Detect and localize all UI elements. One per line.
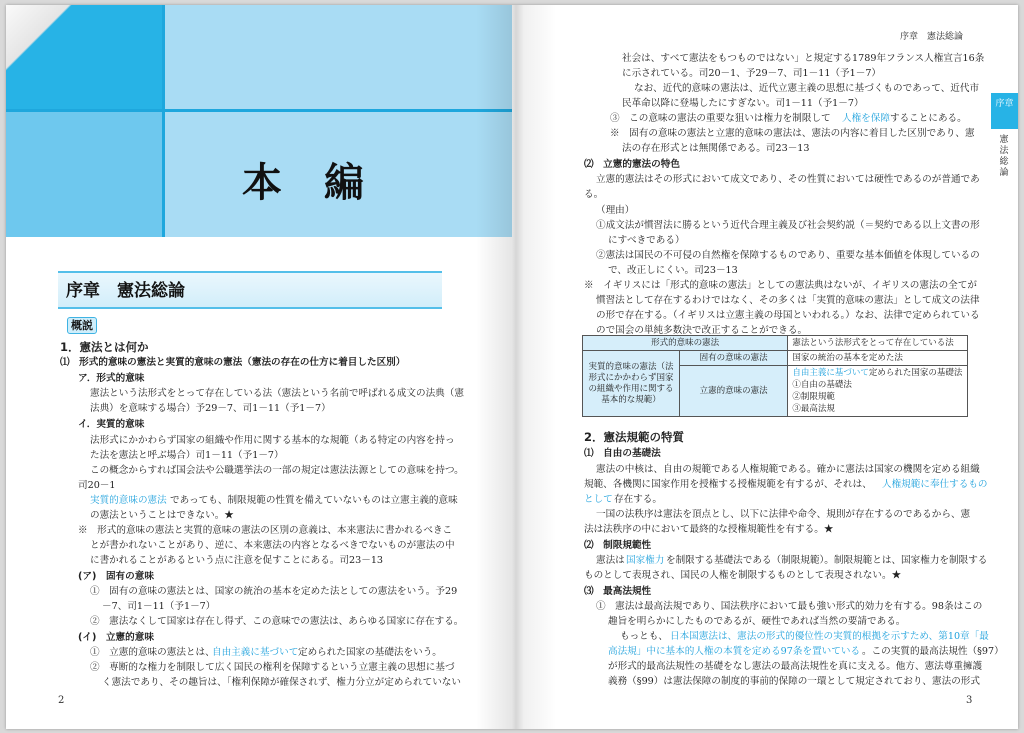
text-line: く憲法であり、その趣旨は、「権利保障が確保されず、権力分立が定められていない: [102, 677, 461, 688]
text-line: 法典）を意味する場合）予29－7、司1－11（予1－7）: [90, 403, 331, 414]
text-line: ②憲法は国民の不可侵の自然権を保障するものであり、重要な基本価値を体現しているの: [596, 250, 980, 261]
text-line: 人権を保障: [842, 113, 890, 124]
page-number-right: 3: [966, 695, 973, 706]
text-line: ① 憲法は最高法規であり、国法秩序において最も強い形式的効力を有する。98条はこの: [596, 601, 983, 612]
text-line: ものとして表現され、国民の人権を制限するものとして表現されない。★: [584, 570, 902, 581]
text-line: であっても、制限規範の性質を備えていないものは立憲主義的意味: [170, 495, 458, 506]
text-line: に書かれることがあるという点に注意を促すことにある。司23－13: [90, 555, 384, 566]
text-line: 1．憲法とは何か: [60, 340, 149, 354]
text-line: にすべきである）: [608, 235, 685, 246]
table-row-label: 実質的意味の憲法（法形式にかかわらず国家の組織や作用に関する基本的な規範）: [583, 351, 680, 417]
text-line: 定められた国家の基礎法をいう。: [298, 647, 442, 658]
text-line: 実質的意味の憲法: [90, 495, 167, 506]
text-line: 趣旨を明らかにしたものであるが、硬性であれば当然の要請である。: [608, 616, 906, 627]
text-line: 存在する。: [614, 494, 662, 505]
text-line: イ．実質的意味: [78, 419, 145, 430]
chapter-title: 序章 憲法総論: [66, 281, 185, 301]
table-header-cell: 形式的意味の憲法: [583, 336, 788, 351]
text-line: ⑵ 立憲的憲法の特色: [584, 159, 680, 170]
text-line: 司20－1: [78, 480, 116, 491]
text-line: を制限する基礎法である（制限規範）。制限規範とは、国家権力を制限する: [666, 555, 988, 566]
banner-divider-vertical: [162, 5, 165, 237]
text-line: もっとも、: [620, 631, 668, 642]
table-highlight: 自由主義に基づいて: [792, 368, 869, 378]
text-line: とが書かれないことがあり、逆に、本来憲法の内容となるべきでないものが憲法の中: [90, 540, 455, 551]
right-page: [512, 5, 1018, 729]
text-line: ①成文法が慣習法に勝るという近代合理主義及び社会契約説（＝契約である以上文書の形: [596, 220, 980, 231]
book-spread: [6, 5, 1018, 729]
text-line: 立憲的憲法はその形式において成文であり、その性質においては硬性であるのが普通であ: [596, 174, 980, 185]
table-cell: 固有の意味の憲法: [680, 351, 788, 366]
text-line: (ア) 固有の意味: [78, 571, 154, 582]
banner-mid-panel: [6, 112, 162, 237]
left-page: [6, 5, 512, 729]
text-line: として: [584, 494, 613, 505]
text-line: 憲法という法形式をとって存在している法（憲法という名前で呼ばれる成文の法典（憲: [90, 388, 464, 399]
text-line: ※ 固有の意味の憲法と立憲的意味の憲法は、憲法の内容に着目した区別であり、憲: [610, 128, 975, 139]
running-head: 序章 憲法総論: [900, 32, 964, 42]
text-line: することにある。: [890, 113, 967, 124]
text-line: で、改正しにくい。司23－13: [608, 265, 738, 276]
text-line: 。この実質的最高法規性（§97）: [862, 646, 1004, 657]
table-list-item: ③最高法規: [792, 404, 835, 414]
table-row: [583, 336, 968, 351]
text-line: 法は法秩序の中において最終的な授権規範性を有する。★: [584, 524, 834, 535]
text-line: なお、近代的意味の憲法は、近代立憲主義の思想に基づくものであって、近代市: [634, 83, 980, 94]
text-line: ⑴ 形式的意味の憲法と実質的意味の憲法（憲法の存在の仕方に着目した区別）: [60, 357, 406, 368]
text-line: 法形式にかかわらず国家の組織や作用に関する基本的な規範（ある特定の内容を持っ: [90, 435, 455, 446]
text-line: 義務（§99）は憲法保障の制度的事前的保障の一環として規定されており、憲法の形式: [608, 676, 980, 687]
table-list-item: ①自由の基礎法: [792, 380, 852, 390]
text-line: ⑴ 自由の基礎法: [584, 448, 661, 459]
banner-divider-horizontal: [6, 109, 512, 112]
text-line: 国家権力: [626, 555, 665, 566]
table-cell: [788, 366, 968, 417]
table-list-item: ②制限規範: [792, 392, 835, 402]
text-line: の憲法ということはできない。★: [90, 510, 234, 521]
text-line: ① 立憲的意味の憲法とは、: [90, 647, 215, 658]
text-line: 自由主義に基づいて: [212, 647, 299, 658]
table-cell: 立憲的意味の憲法: [680, 366, 788, 417]
text-line: 法の存在形式とは無関係である。司23－13: [622, 143, 810, 154]
text-line: ② 憲法なくして国家は存在し得ず、この意味での憲法は、あらゆる国家に存在する。: [90, 616, 464, 627]
text-line: 憲法の中核は、自由の規範である人権規範である。確かに憲法は国家の機関を定める組織: [596, 464, 980, 475]
side-tab-chapter[interactable]: 序章: [991, 93, 1018, 129]
text-line: 慣習法として存在するわけではなく、その多くは「実質的意味の憲法」として成文の法律: [596, 295, 980, 306]
text-line: ので国会の単純多数決で改正することができる。: [596, 325, 808, 336]
text-line: た法を憲法と呼ぶ場合）司1－11（予1－7）: [90, 450, 284, 461]
text-line: る。: [584, 189, 604, 200]
text-line: －7、司1－11（予1－7）: [102, 601, 216, 612]
text-line: に示されている。司20－1、予29－7、司1－11（予1－7）: [622, 68, 882, 79]
text-line: ② 専断的な権力を制限して広く国民の権利を保障するという立憲主義の思想に基づ: [90, 662, 455, 673]
overview-badge: 概説: [67, 317, 97, 334]
concept-table: [582, 335, 968, 417]
text-line: ⑵ 制限規範性: [584, 540, 652, 551]
table-text: 定められた国家の基礎法: [868, 368, 963, 378]
table-cell: 憲法という法形式をとって存在している法: [788, 336, 968, 351]
text-line: ※ 形式的意味の憲法と実質的意味の憲法の区別の意義は、本来憲法に書かれるべきこ: [78, 525, 453, 536]
text-line: （理由）: [596, 205, 635, 216]
text-line: 一国の法秩序は憲法を頂点とし、以下に法律や命令、規則が存在するのであるから、憲: [596, 509, 971, 520]
text-line: 社会は、すべて憲法をもつものではない」と規定する1789年フランス人権宣言16条: [622, 53, 985, 64]
text-line: (イ) 立憲的意味: [78, 632, 154, 643]
side-label: 憲法総論: [999, 135, 1009, 178]
text-line: が形式的最高法規性の基礎をなし憲法の最高法規性を真に支える。他方、憲法尊重擁護: [608, 661, 983, 672]
text-line: ① 固有の意味の憲法とは、国家の統治の基本を定めた法としての憲法をいう。予29: [90, 586, 458, 597]
table-cell: 国家の統治の基本を定めた法: [788, 351, 968, 366]
text-line: 人権規範に奉仕するもの: [882, 479, 988, 490]
text-line: 日本国憲法は、憲法の形式的優位性の実質的根拠を示すため、第10章「最: [670, 631, 989, 642]
text-line: ⑶ 最高法規性: [584, 586, 652, 597]
part-title: 本編: [242, 160, 406, 206]
text-line: ア．形式的意味: [78, 373, 145, 384]
text-line: ※ イギリスには「形式的意味の憲法」としての憲法典はないが、イギリスの憲法の全てが: [584, 280, 977, 291]
text-line: ③ この意味の憲法の重要な狙いは権力を制限して: [610, 113, 831, 124]
text-line: 高法規」中に基本的人権の本質を定める97条を置いている: [608, 646, 861, 657]
text-line: 規範、各機関に国家作用を授権する授権規範を有するが、それは、: [584, 479, 872, 490]
page-number-left: 2: [58, 695, 65, 706]
text-line: 2．憲法規範の特質: [584, 430, 685, 444]
page-curl-icon[interactable]: [6, 5, 72, 71]
text-line: この概念からすれば国会法や公職選挙法の一部の規定は憲法法源としての意味を持つ。: [90, 465, 464, 476]
text-line: の形で存在する。（イギリスは立憲主義の母国といわれる。）なお、法律で定められている: [596, 310, 980, 321]
text-line: 民革命以降に登場したにすぎない。司1－11（予1－7）: [622, 98, 864, 109]
table-row: [583, 351, 968, 366]
text-line: 憲法は: [596, 555, 625, 566]
